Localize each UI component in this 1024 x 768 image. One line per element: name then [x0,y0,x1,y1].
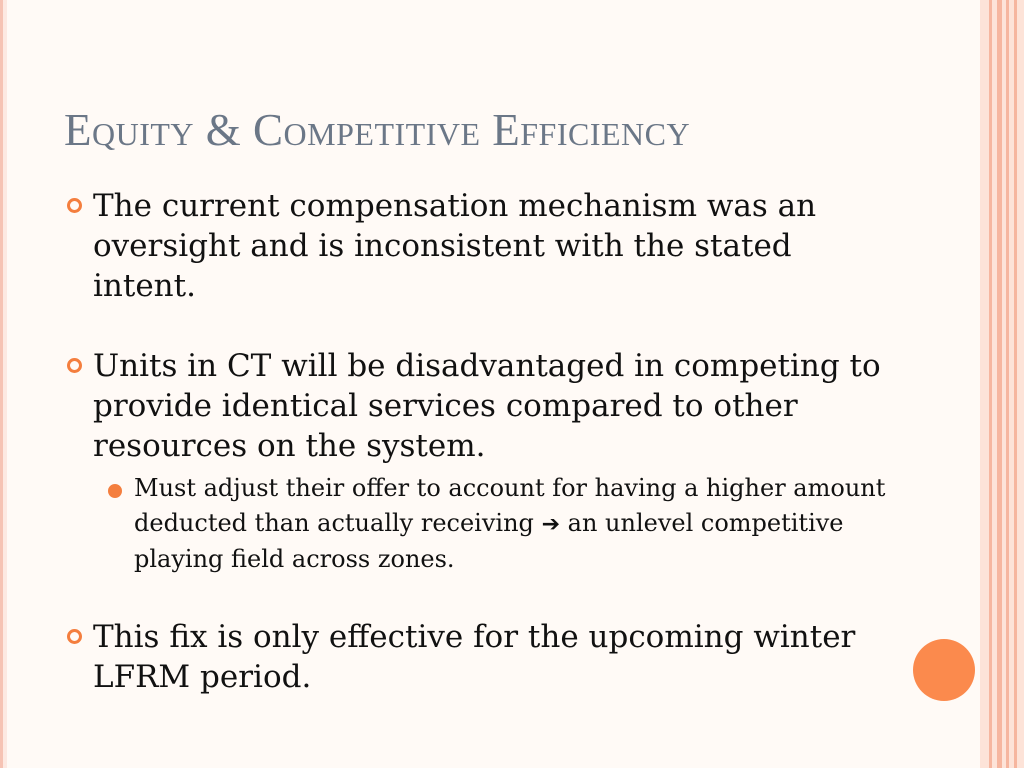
frame-stripe [989,0,992,768]
dot-bullet-icon [108,484,122,498]
bullet-item [64,617,894,697]
slide-title: Equity & Competitive Efficiency [64,105,691,155]
bullet-list [64,186,894,697]
frame-stripe [1006,0,1009,768]
decorative-circle [913,639,975,701]
sub-bullet-text: Must adjust their offer to account for having a higher amount deducted than actually receiving [134,474,886,537]
bullet-text: The current compensation mechanism was an oversight and is inconsistent with the stated intent. [93,188,817,304]
bullet-item [64,346,894,577]
bullet-text: This fix is only effective for the upcoming winter LFRM period. [93,619,856,695]
frame-stripe [997,0,1002,768]
bullet-item [64,186,894,306]
ring-bullet-icon [67,629,82,644]
left-border-frame [0,0,7,768]
sub-bullet-text-continued: an unlevel competitive playing field across zones. [134,509,844,573]
bullet-text: Units in CT will be disadvantaged in competing to provide identical services compared to other resources on the system. [93,348,881,464]
right-border-frame [980,0,1024,768]
sub-bullet-item [105,471,894,577]
frame-stripe [1014,0,1017,768]
ring-bullet-icon [67,358,82,373]
right-arrow-icon: ➔ [541,512,560,537]
ring-bullet-icon [67,198,82,213]
